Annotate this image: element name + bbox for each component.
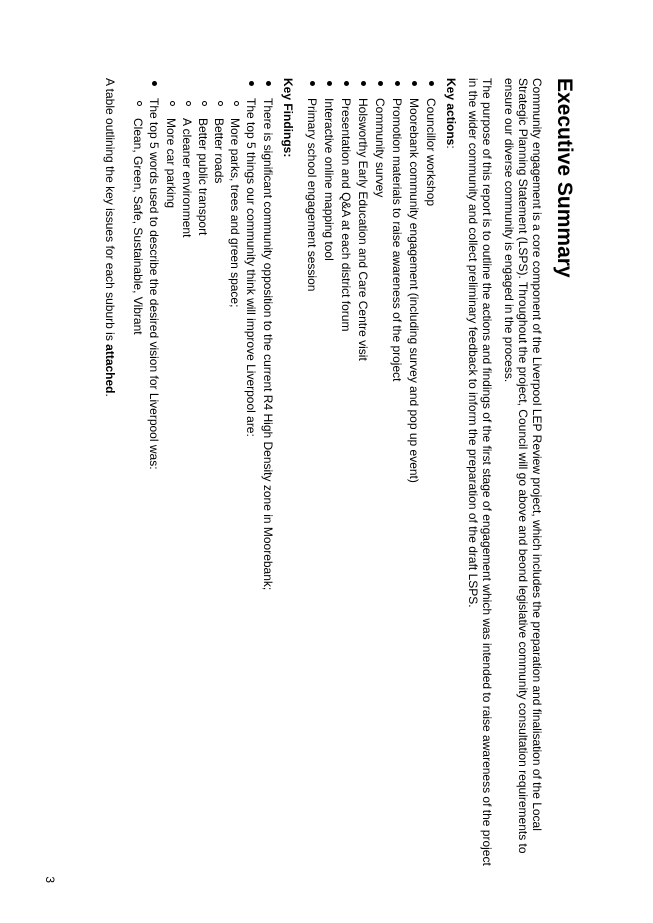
table-note: A table outlining the key issues for each suburb is attached. — [103, 78, 117, 397]
list-item: Promotion materials to raise awareness of the project — [390, 78, 404, 878]
sub-list-item: Better public transport — [196, 98, 210, 878]
bullet-icon — [152, 81, 157, 86]
bullet-icon — [249, 81, 254, 86]
key-findings-list — [131, 78, 275, 878]
page-title: Executive Summary — [553, 78, 576, 278]
list-item: The top 5 things our community think will improve Liverpool are: More parks, trees and green space; Better roads Better public transport A cleaner environment More car parking — [164, 78, 258, 878]
bullet-icon — [266, 81, 271, 86]
sub-list-item: A cleaner environment — [180, 98, 194, 878]
sub-list-item: More parks, trees and green space; — [228, 98, 242, 878]
page-number: 3 — [43, 876, 57, 883]
purpose-paragraph: The purpose of this report is to outline the actions and findings of the first stage of engagement which was intended to raise awareness of the project in the wider community and collect preliminary feedback to inform the preparation of the draft LSPS. — [466, 78, 494, 866]
intro-paragraph: Community engagement is a core component of the Liverpool LEP Review project, which includes the preparation and finalisation of the Local Strategic Planning Statement (LSPS). Throughout the project, Council will go above and beond legislative community consultation requirements to ensure our diverse community is engaged in the process. — [502, 78, 544, 854]
sub-list-item: Better roads — [212, 98, 226, 878]
key-actions-section — [305, 78, 458, 878]
bullet-icon — [395, 81, 400, 86]
list-item: Presentation and Q&A at each district forum — [339, 78, 353, 878]
key-findings-heading: Key Findings: — [281, 78, 295, 158]
circle-bullet-icon — [234, 101, 239, 106]
improvements-sublist — [164, 98, 242, 878]
circle-bullet-icon — [218, 101, 223, 106]
bullet-icon — [412, 81, 417, 86]
bullet-icon — [361, 81, 366, 86]
list-item: Moorebank community engagement (including survey and pop up event) — [407, 78, 421, 878]
bullet-icon — [344, 81, 349, 86]
sub-list-item: Clean, Green, Safe, Sustainable, Vibrant — [131, 98, 145, 878]
list-item: The top 5 words used to describe the desired vision for Liverpool was: Clean, Green, Safe, Sustainable, Vibrant — [131, 78, 161, 878]
circle-bullet-icon — [202, 101, 207, 106]
key-actions-heading: Key actions: — [444, 78, 458, 149]
key-actions-list — [305, 78, 438, 878]
circle-bullet-icon — [186, 101, 191, 106]
circle-bullet-icon — [170, 101, 175, 106]
key-findings-section — [131, 78, 295, 878]
list-item: Holsworthy Early Education and Care Centre visit — [356, 78, 370, 878]
list-item: There is significant community opposition to the current R4 High Density zone in Moorebank; — [261, 78, 275, 878]
bullet-icon — [429, 81, 434, 86]
circle-bullet-icon — [137, 101, 142, 106]
vision-words-sublist — [131, 98, 145, 878]
list-item: Primary school engagement session — [305, 78, 319, 878]
sub-list-item: More car parking — [164, 98, 178, 878]
bullet-icon — [327, 81, 332, 86]
bullet-icon — [378, 81, 383, 86]
bullet-icon — [310, 81, 315, 86]
list-item: Councillor workshop — [424, 78, 438, 878]
list-item: Interactive online mapping tool — [322, 78, 336, 878]
list-item: Community survey — [373, 78, 387, 878]
attached-text: attached — [103, 344, 117, 394]
page-content — [95, 78, 577, 878]
